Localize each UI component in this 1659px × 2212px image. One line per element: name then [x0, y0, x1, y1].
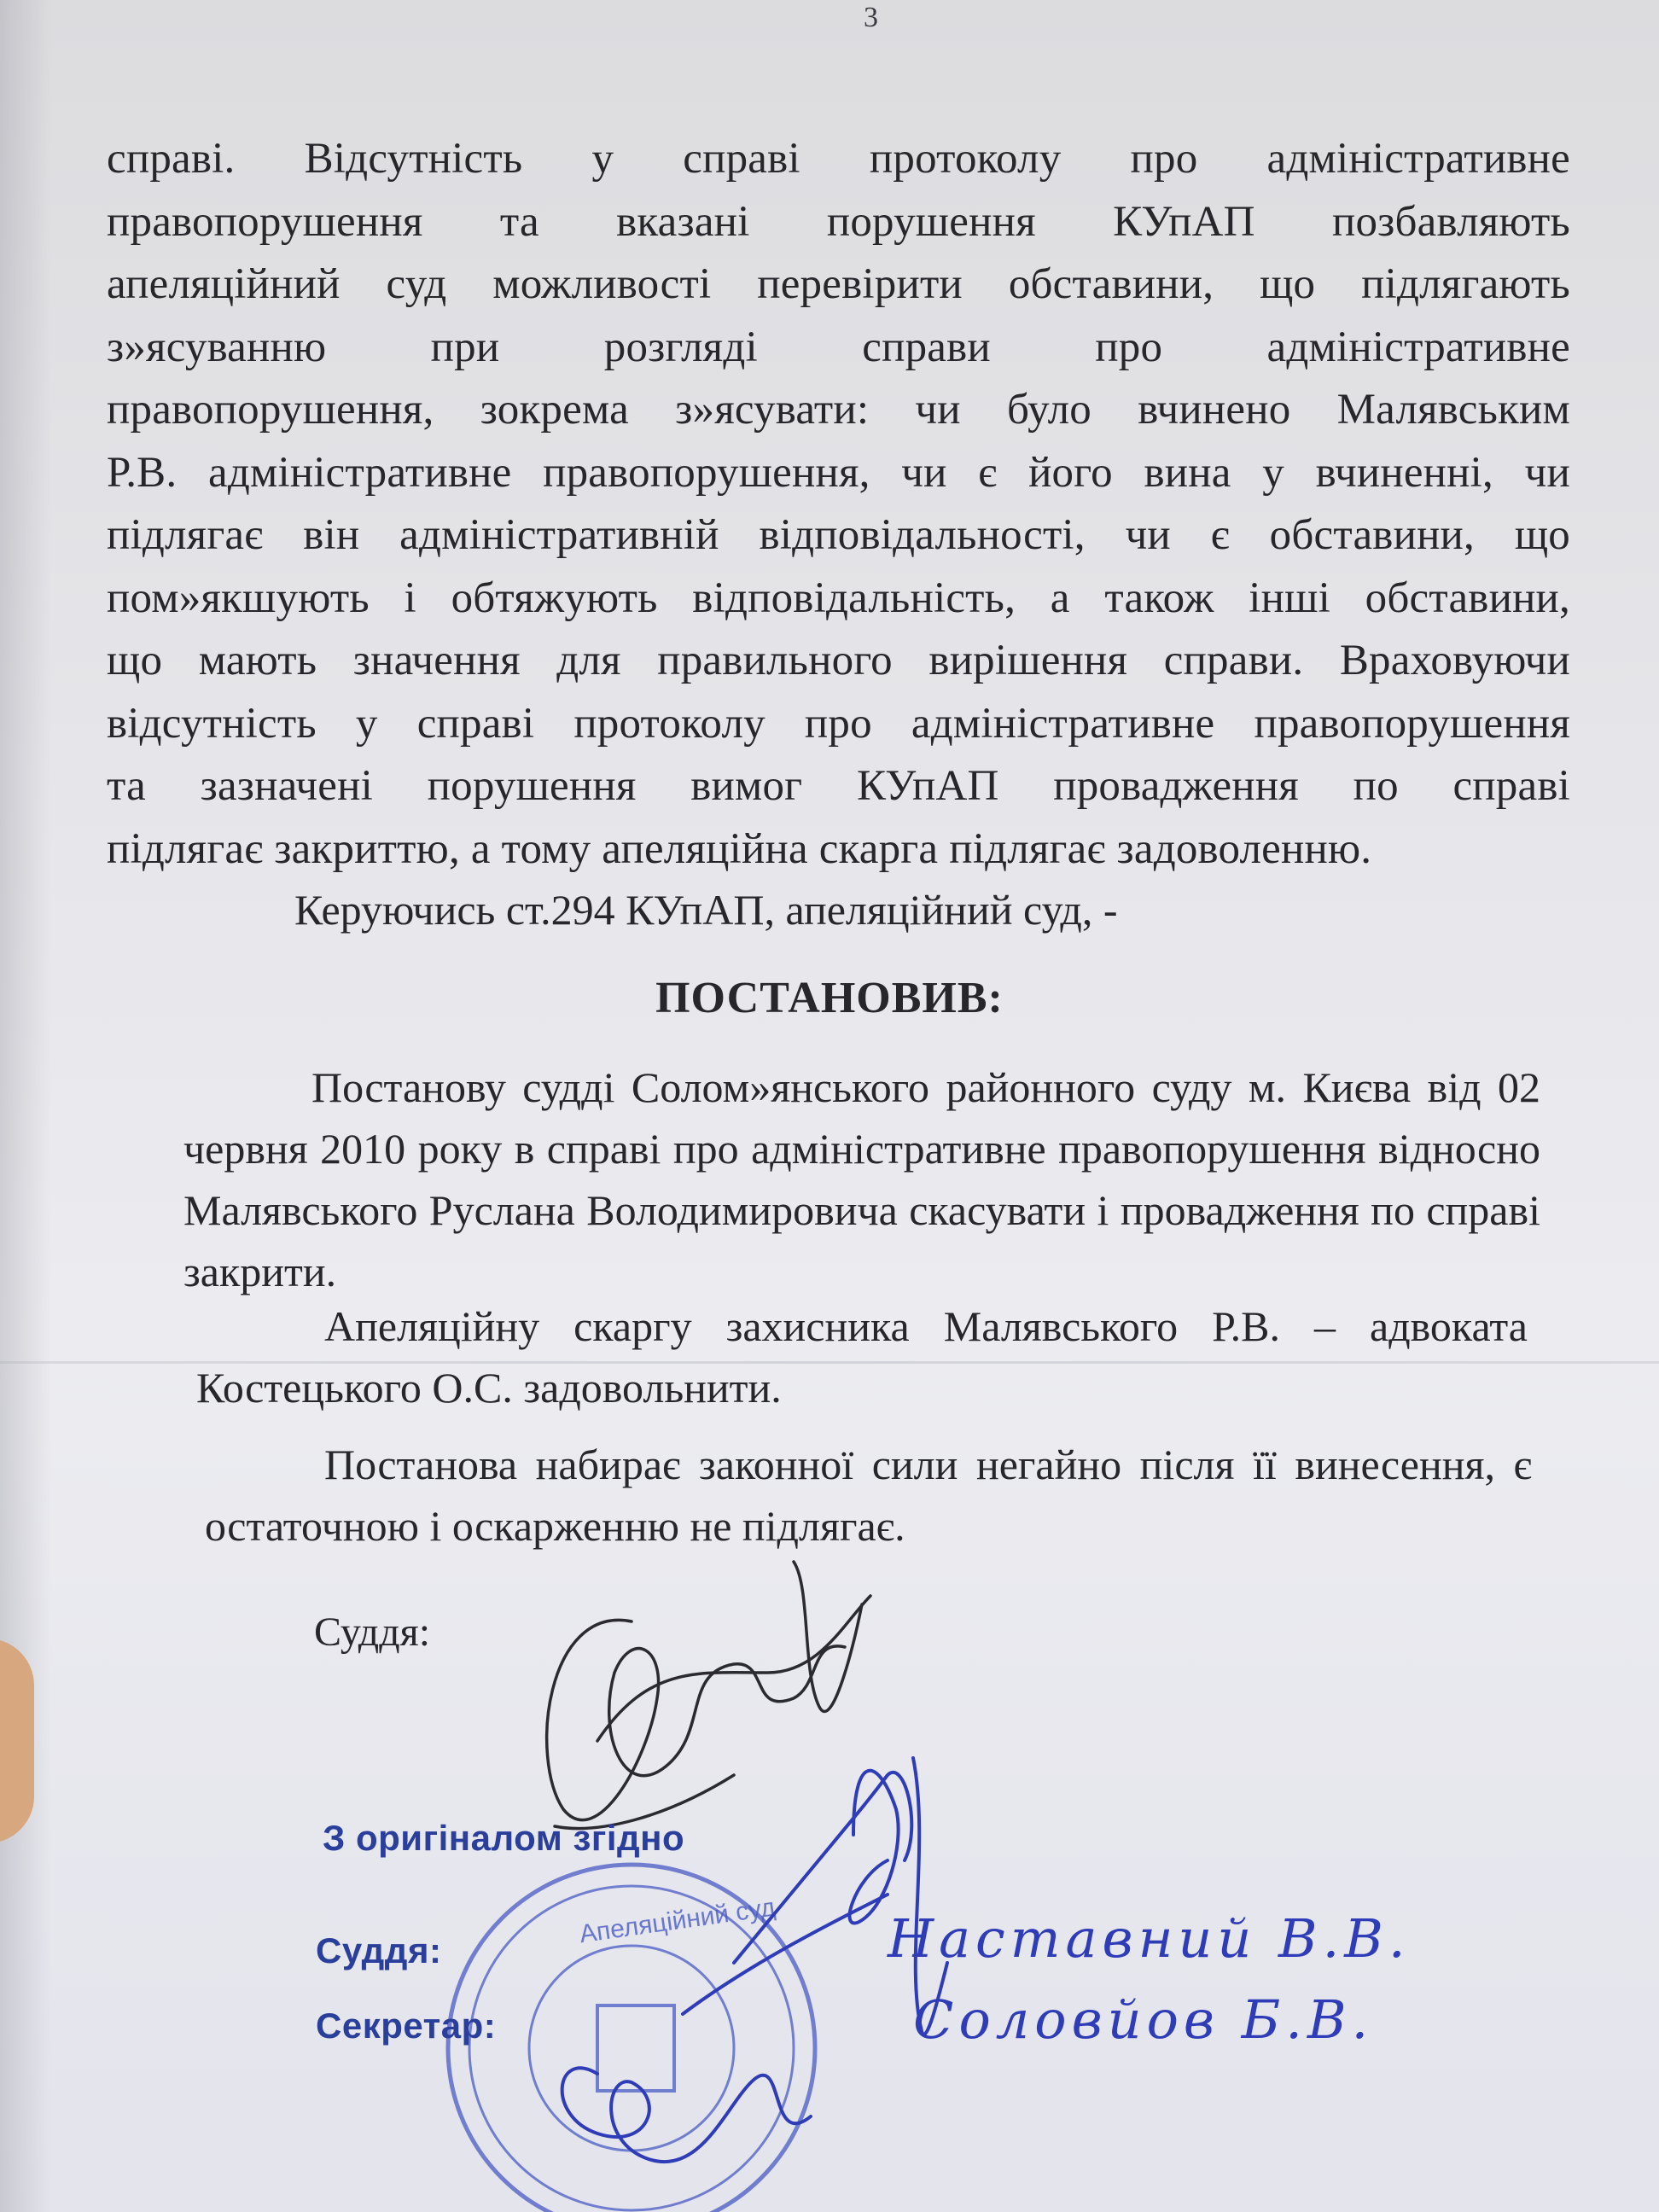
main-paragraph-line: правопорушення, зокрема з»ясувати: чи було вчинено Малявським — [107, 386, 1570, 434]
ruling-paragraph-1: Постанову судді Солом»янського районного суду м. Києва від 02 червня 2010 року в справі про адміністративне правопорушення відносно Малявського Руслана Володимировича скасувати і провадження по справі закрити. — [183, 1063, 1540, 1295]
judge-label: Суддя: — [314, 1610, 431, 1655]
main-paragraph-line: відсутність у справі протоколу про адміністративне правопорушення — [107, 699, 1570, 748]
main-paragraph-line: пом»якшують і обтяжують відповідальність, а також інші обставини, — [107, 573, 1570, 622]
handwritten-judge-name: Наставний В.В. — [888, 1907, 1411, 1970]
handwritten-secretary-name: Соловйов Б.В. — [913, 1988, 1374, 2051]
judge-signature — [547, 1562, 870, 1829]
main-paragraph-line: з»ясуванню при розгляді справи про адміністративне — [107, 323, 1570, 371]
stamp-text: Апеляційний суд — [577, 1893, 777, 1949]
main-paragraph-line: Р.В. адміністративне правопорушення, чи є його вина у вчиненні, чи — [107, 448, 1570, 497]
page-number: 3 — [864, 2, 878, 33]
main-paragraph-line: що мають значення для правильного вирішення справи. Враховуючи — [107, 637, 1570, 684]
main-paragraph-line: правопорушення та вказані порушення КУпАП позбавляють — [107, 197, 1570, 246]
certification-judge-label: Суддя: — [316, 1930, 442, 1970]
main-paragraph-line: підлягає закриттю, а тому апеляційна скарга підлягає задоволенню. — [107, 824, 1372, 873]
main-paragraph-line: та зазначені порушення вимог КУпАП провадження по справі — [107, 762, 1570, 810]
certification-title: З оригіналом згідно — [323, 1818, 685, 1858]
ruling-heading: ПОСТАНОВИВ: — [655, 974, 1004, 1022]
ruling-paragraph-2: Апеляційну скаргу захисника Малявського Р.В. – адвоката Костецького О.С. задовольнити. — [196, 1302, 1528, 1412]
main-paragraph-line: апеляційний суд можливості перевірити обставини, що підлягають — [107, 260, 1570, 308]
certification-secretary-label: Секретар: — [316, 2005, 497, 2046]
guided-by-text: Керуючись ст.294 КУпАП, апеляційний суд, - — [294, 886, 1118, 934]
main-paragraph-line: справі. Відсутність у справі протоколу про адміністративне — [107, 135, 1570, 183]
ruling-paragraph-3: Постанова набирає законної сили негайно після її винесення, є остаточною і оскарженню не підлягає. — [205, 1441, 1532, 1550]
main-paragraph-line: підлягає він адміністративній відповідальності, чи є обставини, що — [107, 511, 1570, 559]
